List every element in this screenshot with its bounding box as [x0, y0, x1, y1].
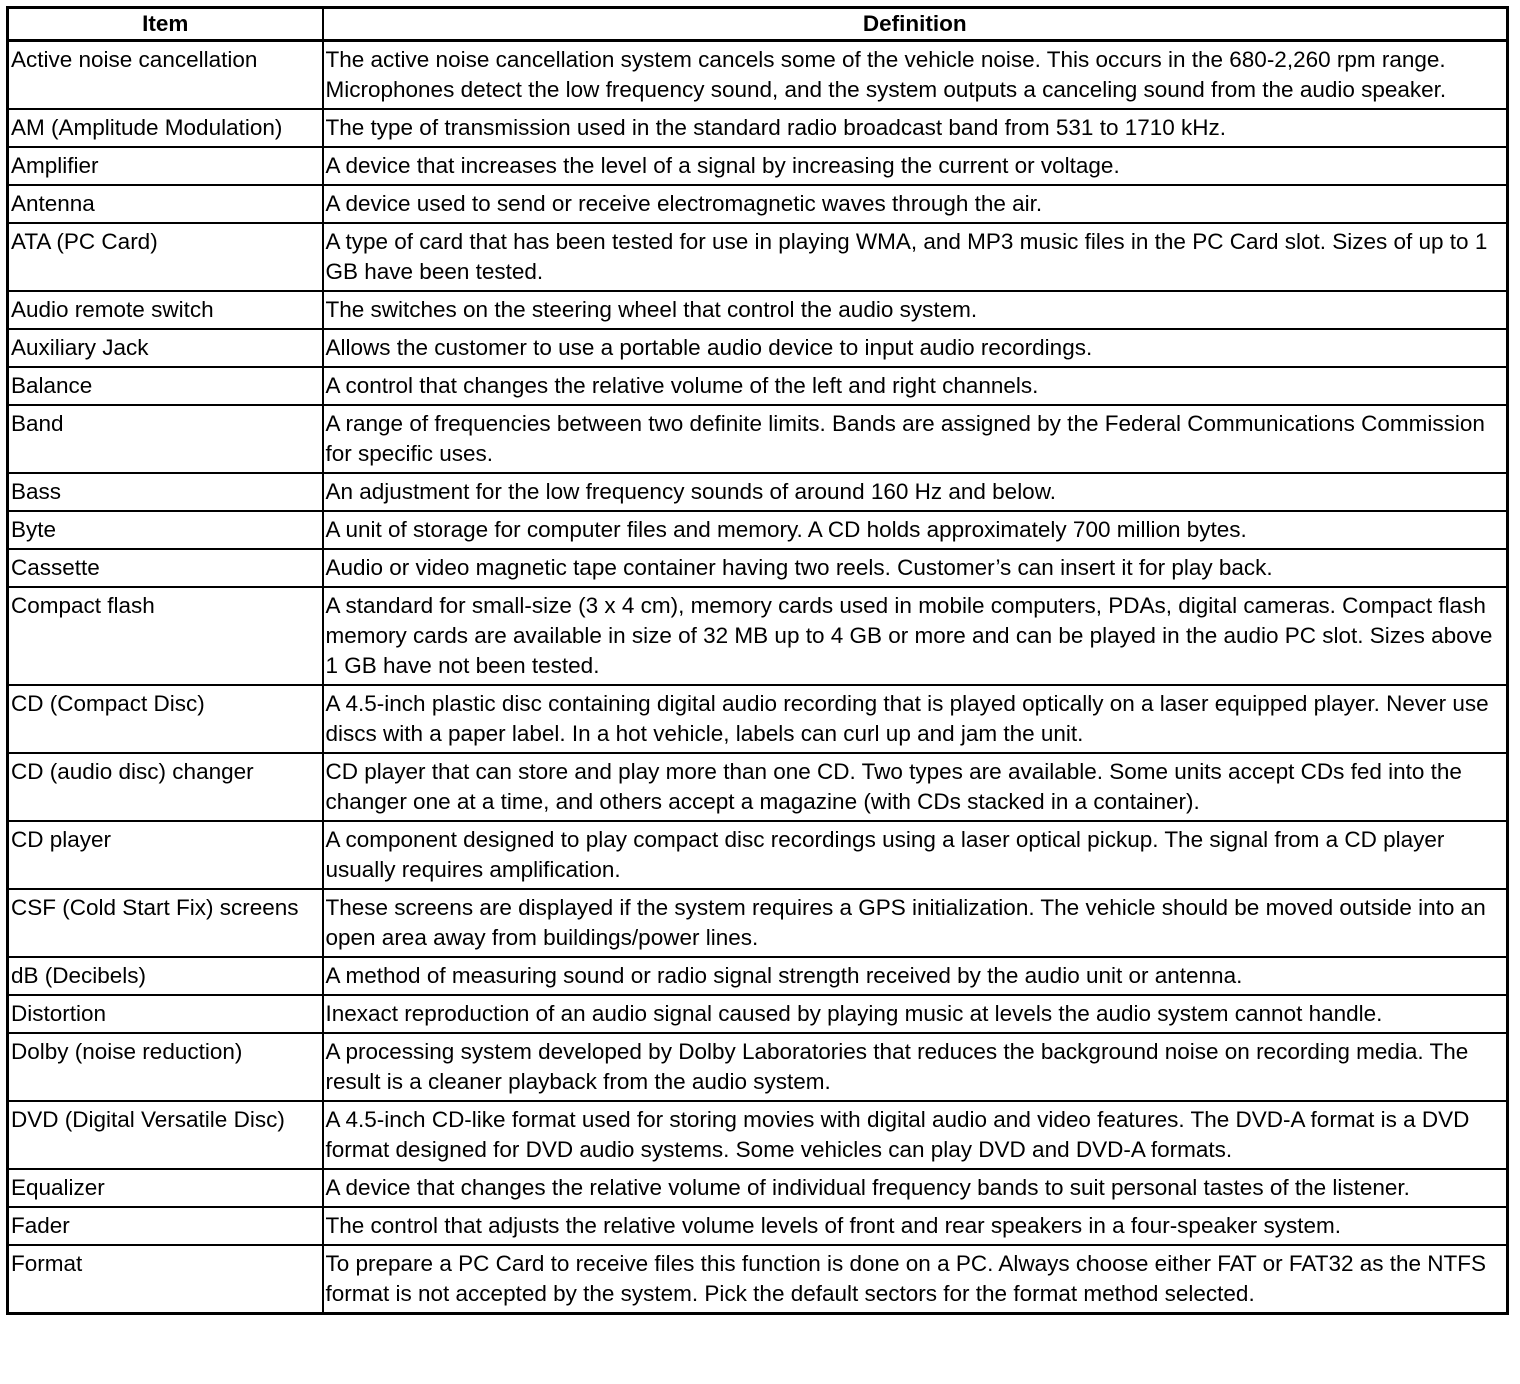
definition-cell: A device that changes the relative volume of individual frequency bands to suit personal tastes of the listener.	[323, 1169, 1508, 1207]
glossary-table	[6, 6, 1509, 1315]
table-row	[8, 1207, 1508, 1245]
definition-cell: An adjustment for the low frequency sounds of around 160 Hz and below.	[323, 473, 1508, 511]
item-cell: CD player	[8, 821, 323, 889]
item-cell: Antenna	[8, 185, 323, 223]
item-cell: Bass	[8, 473, 323, 511]
table-row	[8, 1245, 1508, 1314]
definition-cell: A component designed to play compact disc recordings using a laser optical pickup. The signal from a CD player usually requires amplification.	[323, 821, 1508, 889]
definition-cell: These screens are displayed if the system requires a GPS initialization. The vehicle should be moved outside into an open area away from buildings/power lines.	[323, 889, 1508, 957]
definition-cell: A unit of storage for computer files and memory. A CD holds approximately 700 million bytes.	[323, 511, 1508, 549]
item-cell: CD (Compact Disc)	[8, 685, 323, 753]
item-cell: Audio remote switch	[8, 291, 323, 329]
table-row	[8, 587, 1508, 685]
table-row	[8, 995, 1508, 1033]
item-cell: Distortion	[8, 995, 323, 1033]
definition-cell: A 4.5-inch CD-like format used for storing movies with digital audio and video features. The DVD-A format is a DVD format designed for DVD audio systems. Some vehicles can play DVD and DVD-A formats.	[323, 1101, 1508, 1169]
item-cell: Format	[8, 1245, 323, 1314]
table-row	[8, 753, 1508, 821]
table-body	[8, 41, 1508, 1314]
item-cell: Cassette	[8, 549, 323, 587]
item-cell: Fader	[8, 1207, 323, 1245]
definition-cell: A type of card that has been tested for use in playing WMA, and MP3 music files in the PC Card slot. Sizes of up to 1 GB have been tested.	[323, 223, 1508, 291]
definition-cell: The control that adjusts the relative volume levels of front and rear speakers in a four-speaker system.	[323, 1207, 1508, 1245]
item-cell: DVD (Digital Versatile Disc)	[8, 1101, 323, 1169]
definition-cell: A control that changes the relative volume of the left and right channels.	[323, 367, 1508, 405]
definition-cell: A standard for small-size (3 x 4 cm), memory cards used in mobile computers, PDAs, digital cameras. Compact flash memory cards are available in size of 32 MB up to 4 GB or more and can be played in the audio PC slot. Sizes above 1 GB have not been tested.	[323, 587, 1508, 685]
definition-cell: A device used to send or receive electromagnetic waves through the air.	[323, 185, 1508, 223]
item-cell: Compact flash	[8, 587, 323, 685]
item-cell: Amplifier	[8, 147, 323, 185]
item-cell: CSF (Cold Start Fix) screens	[8, 889, 323, 957]
table-row	[8, 473, 1508, 511]
table-row	[8, 889, 1508, 957]
table-row	[8, 549, 1508, 587]
table-row	[8, 185, 1508, 223]
column-header-item: Item	[8, 8, 323, 41]
definition-cell: CD player that can store and play more than one CD. Two types are available. Some units accept CDs fed into the changer one at a time, and others accept a magazine (with CDs stacked in a container).	[323, 753, 1508, 821]
header-row	[8, 8, 1508, 41]
table-row	[8, 1169, 1508, 1207]
definition-cell: A range of frequencies between two definite limits. Bands are assigned by the Federal Communications Commission for specific uses.	[323, 405, 1508, 473]
glossary-table-container	[6, 6, 1506, 1315]
item-cell: Equalizer	[8, 1169, 323, 1207]
item-cell: Byte	[8, 511, 323, 549]
table-row	[8, 957, 1508, 995]
table-row	[8, 223, 1508, 291]
item-cell: CD (audio disc) changer	[8, 753, 323, 821]
table-row	[8, 109, 1508, 147]
item-cell: dB (Decibels)	[8, 957, 323, 995]
table-header	[8, 8, 1508, 41]
definition-cell: The switches on the steering wheel that control the audio system.	[323, 291, 1508, 329]
table-row	[8, 329, 1508, 367]
definition-cell: The type of transmission used in the standard radio broadcast band from 531 to 1710 kHz.	[323, 109, 1508, 147]
definition-cell: To prepare a PC Card to receive files this function is done on a PC. Always choose either FAT or FAT32 as the NTFS format is not accepted by the system. Pick the default sectors for the format method selected.	[323, 1245, 1508, 1314]
table-row	[8, 1033, 1508, 1101]
item-cell: AM (Amplitude Modulation)	[8, 109, 323, 147]
table-row	[8, 291, 1508, 329]
definition-cell: Audio or video magnetic tape container having two reels. Customer’s can insert it for play back.	[323, 549, 1508, 587]
definition-cell: A 4.5-inch plastic disc containing digital audio recording that is played optically on a laser equipped player. Never use discs with a paper label. In a hot vehicle, labels can curl up and jam the unit.	[323, 685, 1508, 753]
table-row	[8, 685, 1508, 753]
definition-cell: Inexact reproduction of an audio signal caused by playing music at levels the audio system cannot handle.	[323, 995, 1508, 1033]
definition-cell: A processing system developed by Dolby Laboratories that reduces the background noise on recording media. The result is a cleaner playback from the audio system.	[323, 1033, 1508, 1101]
definition-cell: The active noise cancellation system cancels some of the vehicle noise. This occurs in the 680-2,260 rpm range. Microphones detect the low frequency sound, and the system outputs a canceling sound from the audio speaker.	[323, 41, 1508, 110]
table-row	[8, 367, 1508, 405]
item-cell: Balance	[8, 367, 323, 405]
definition-cell: Allows the customer to use a portable audio device to input audio recordings.	[323, 329, 1508, 367]
item-cell: ATA (PC Card)	[8, 223, 323, 291]
item-cell: Active noise cancellation	[8, 41, 323, 110]
item-cell: Dolby (noise reduction)	[8, 1033, 323, 1101]
table-row	[8, 405, 1508, 473]
table-row	[8, 147, 1508, 185]
definition-cell: A device that increases the level of a signal by increasing the current or voltage.	[323, 147, 1508, 185]
definition-cell: A method of measuring sound or radio signal strength received by the audio unit or antenna.	[323, 957, 1508, 995]
table-row	[8, 41, 1508, 110]
item-cell: Band	[8, 405, 323, 473]
table-row	[8, 821, 1508, 889]
column-header-definition: Definition	[323, 8, 1508, 41]
item-cell: Auxiliary Jack	[8, 329, 323, 367]
table-row	[8, 1101, 1508, 1169]
table-row	[8, 511, 1508, 549]
